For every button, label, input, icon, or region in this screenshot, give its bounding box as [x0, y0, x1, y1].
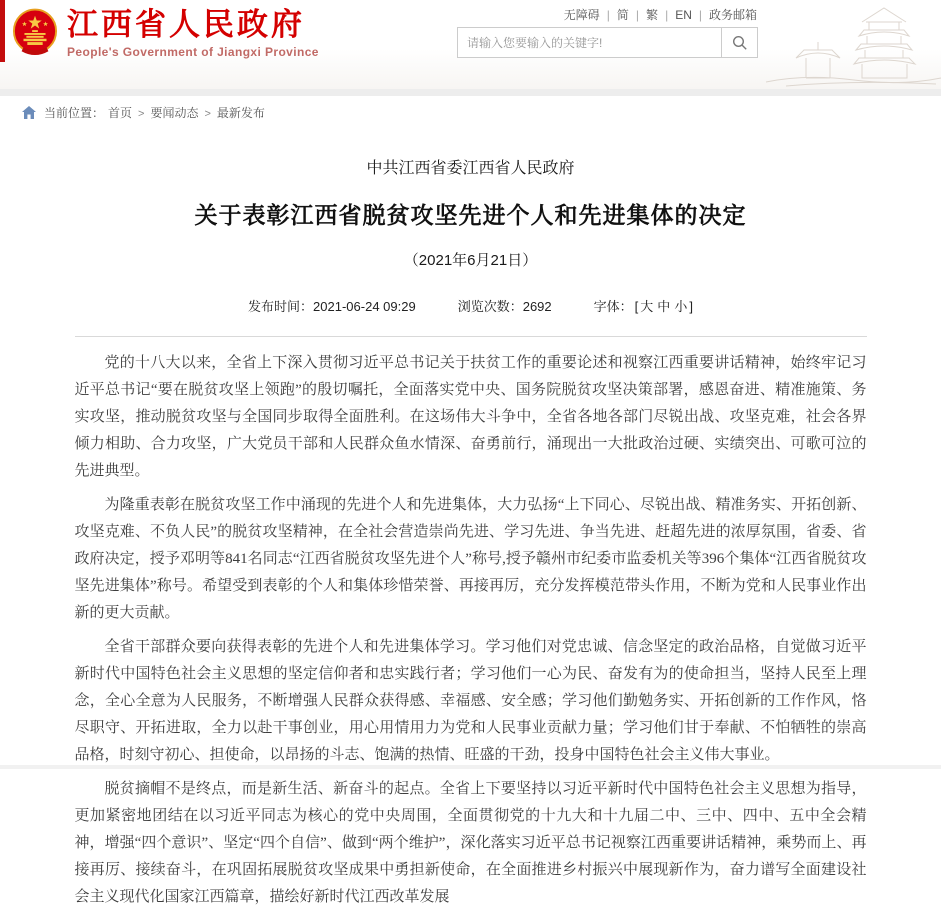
publish-time-label: 发布时间： [248, 299, 314, 314]
breadcrumb-latest[interactable]: > 最新发布 [198, 104, 264, 121]
font-size-large[interactable]: 大 [640, 299, 654, 314]
site-title: 江西省人民政府 [67, 7, 305, 42]
article-title: 关于表彰江西省脱贫攻坚先进个人和先进集体的决定 [194, 202, 747, 228]
font-size-medium[interactable]: 中 [657, 299, 671, 314]
paragraph-3: 全省干部群众要向获得表彰的先进个人和先进集体学习。学习他们对党忠诚、信念坚定的政治品格，自觉做习近平新时代中国特色社会主义思想的坚定信仰者和忠实践行者；学习他们一心为民、奋发有为的使命担当，坚持人民至上理念，全心全意为人民服务，不断增强人民群众获得感、幸福感、安全感；学习他们勤勉务实、开拓创新的工作作风，恪尽职守、开拓进取，全力以赴干事创业，用心用情用力为党和人民事业贡献力量；学习他们甘于奉献、不怕牺牲的崇高品格，时刻守初心、担使命，以昂扬的斗志、饱满的热情、旺盛的干劲，投身中国特色社会主义伟大事业。 [74, 639, 867, 763]
top-link-accessibility[interactable]: 无障碍 [563, 8, 600, 22]
publish-time [248, 296, 416, 315]
paragraph-4: 脱贫摘帽不是终点，而是新生活、新奋斗的起点。全省上下要坚持以习近平新时代中国特色社会主义思想为指导，更加紧密地团结在以习近平同志为核心的党中央周围，全面贯彻党的十九大和十九届二中、三中、四中、五中全会精神，增强“四个意识”、坚定“四个自信”、做到“两个维护”，深化落实习近平总书记视察江西重要讲话精神，乘势而上、再接再厉、接续奋斗，在巩固拓展脱贫攻坚成果中勇担新使命，在全面推进乡村振兴中展现新作为，奋力谱写全面建设社会主义现代化国家江西篇章，描绘好新时代江西改革发展 [74, 781, 867, 905]
breadcrumb-news[interactable]: > 要闻动态 [132, 104, 198, 121]
breadcrumb-label: 当前位置： [44, 106, 105, 120]
view-count [458, 296, 552, 315]
search-input[interactable] [457, 27, 722, 58]
font-size-options [633, 299, 693, 314]
document-date: （2021年6月21日） [403, 252, 538, 269]
top-link-english[interactable]: | EN [658, 8, 692, 22]
site-brand[interactable] [12, 7, 319, 59]
red-accent-strip [0, 0, 5, 62]
font-size-label: 字体： [593, 299, 633, 314]
article [75, 155, 867, 911]
view-count-label: 浏览次数： [457, 299, 523, 314]
top-link-simplified[interactable]: | 简 [600, 8, 629, 22]
top-link-gov-mail[interactable]: | 政务邮箱 [692, 8, 757, 22]
national-emblem-icon [12, 9, 58, 57]
paragraph-1: 党的十八大以来，全省上下深入贯彻习近平总书记关于扶贫工作的重要论述和视察江西重要讲话精神，始终牢记习近平总书记“要在脱贫攻坚上领跑”的殷切嘱托，全面落实党中央、国务院脱贫攻坚决策部署，感恩奋进、精准施策、务实攻坚，推动脱贫攻坚与全国同步取得全面胜利。在这场伟大斗争中，全省各地各部门尽锐出战、攻坚克难，社会各界倾力相助、合力攻坚，广大党员干部和人民群众鱼水情深、奋勇前行，涌现出一大批政治过硬、实绩突出、可歌可泣的先进典型。 [74, 355, 867, 479]
top-link-traditional[interactable]: | 繁 [629, 8, 658, 22]
article-meta [75, 296, 867, 315]
top-nav [564, 6, 757, 23]
publish-time-value: 2021-06-24 09:29 [313, 299, 416, 314]
bottom-strip [0, 765, 941, 769]
site-header [0, 0, 941, 89]
header-divider [0, 89, 941, 96]
search-icon [732, 35, 748, 51]
font-size-selector [594, 296, 693, 315]
search-box [457, 27, 758, 58]
search-button[interactable] [722, 27, 758, 58]
site-title-en: People's Government of Jiangxi Province [67, 45, 319, 59]
paragraph-2: 为隆重表彰在脱贫攻坚工作中涌现的先进个人和先进集体，大力弘扬“上下同心、尽锐出战、精准务实、开拓创新、攻坚克难、不负人民”的脱贫攻坚精神，在全社会营造崇尚先进、学习先进、争当先进、赶超先进的浓厚氛围，省委、省政府决定，授予邓明等841名同志“江西省脱贫攻坚先进个人”称号,授予赣州市纪委市监委机关等396个集体“江西省脱贫攻坚先进集体”称号。希望受到表彰的个人和集体珍惜荣誉、再接再厉，充分发挥模范带头作用，不断为党和人民事业作出新的更大贡献。 [74, 497, 867, 621]
home-icon [22, 106, 36, 119]
breadcrumb [0, 96, 941, 129]
pavilion-sketch-icon [766, 0, 941, 89]
font-size-small[interactable]: 小 [674, 299, 688, 314]
brand-text [67, 7, 319, 59]
breadcrumb-home[interactable]: 首页 [108, 106, 133, 120]
view-count-value: 2692 [522, 299, 552, 314]
article-body [75, 350, 867, 911]
issuing-organ: 中共江西省委江西省人民政府 [366, 160, 575, 177]
content-divider [75, 336, 867, 337]
